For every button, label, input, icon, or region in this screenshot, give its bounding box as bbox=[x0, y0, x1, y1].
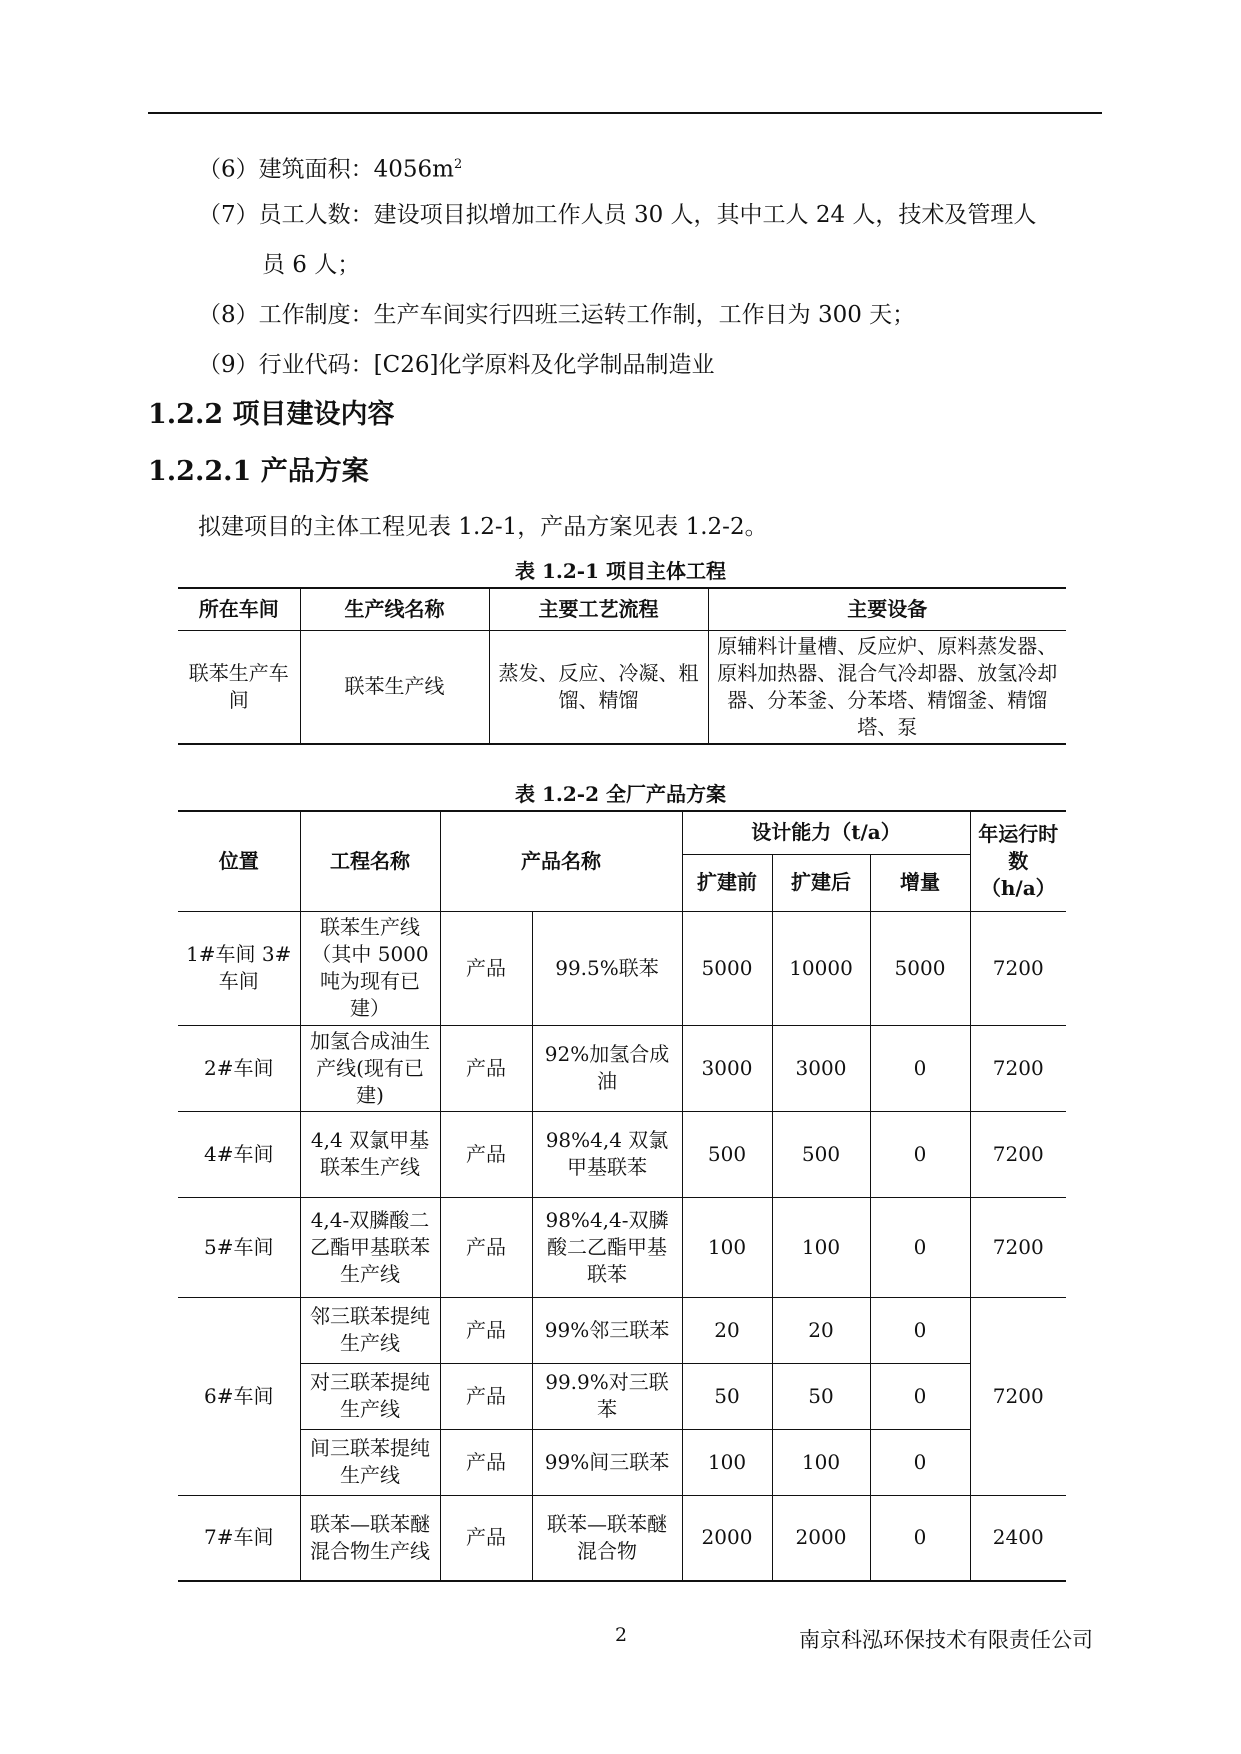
table-row bbox=[178, 1429, 1066, 1495]
hours-cell: 2400 bbox=[970, 1495, 1066, 1581]
header-rule bbox=[148, 112, 1102, 114]
after-cell: 20 bbox=[772, 1297, 870, 1363]
after-cell: 500 bbox=[772, 1111, 870, 1197]
after-cell: 100 bbox=[772, 1429, 870, 1495]
type-cell: 产品 bbox=[440, 1495, 532, 1581]
project-cell: 联苯生产线（其中 5000 吨为现有已建） bbox=[300, 911, 440, 1025]
project-cell: 4,4-双膦酸二乙酯甲基联苯生产线 bbox=[300, 1197, 440, 1297]
page-number: 2 bbox=[615, 1624, 628, 1646]
heading-1-2-2: 1.2.2 项目建设内容 bbox=[148, 399, 395, 430]
increase-cell: 0 bbox=[870, 1429, 970, 1495]
project-cell: 间三联苯提纯生产线 bbox=[300, 1429, 440, 1495]
increase-cell: 0 bbox=[870, 1197, 970, 1297]
project-cell: 加氢合成油生产线(现有已建) bbox=[300, 1025, 440, 1111]
heading-1-2-2-1: 1.2.2.1 产品方案 bbox=[148, 456, 369, 487]
table1-header-workshop: 所在车间 bbox=[178, 588, 300, 630]
product-cell: 99.9%对三联苯 bbox=[532, 1363, 682, 1429]
table2-header-before: 扩建前 bbox=[682, 854, 772, 911]
product-plan-table bbox=[178, 810, 1066, 1582]
table1-header-process: 主要工艺流程 bbox=[489, 588, 708, 630]
product-cell: 99%间三联苯 bbox=[532, 1429, 682, 1495]
position-cell: 4#车间 bbox=[178, 1111, 300, 1197]
before-cell: 3000 bbox=[682, 1025, 772, 1111]
before-cell: 2000 bbox=[682, 1495, 772, 1581]
table-row bbox=[178, 1297, 1066, 1363]
project-cell: 4,4 双氯甲基联苯生产线 bbox=[300, 1111, 440, 1197]
table-row bbox=[178, 1363, 1066, 1429]
increase-cell: 0 bbox=[870, 1025, 970, 1111]
product-cell: 99%邻三联苯 bbox=[532, 1297, 682, 1363]
table1-header-equipment: 主要设备 bbox=[708, 588, 1066, 630]
table1-line-cell: 联苯生产线 bbox=[300, 630, 489, 744]
hours-cell: 7200 bbox=[970, 1111, 1066, 1197]
product-cell: 99.5%联苯 bbox=[532, 911, 682, 1025]
table-row bbox=[178, 1111, 1066, 1197]
position-cell: 5#车间 bbox=[178, 1197, 300, 1297]
type-cell: 产品 bbox=[440, 1297, 532, 1363]
before-cell: 100 bbox=[682, 1197, 772, 1297]
table2-header-after: 扩建后 bbox=[772, 854, 870, 911]
before-cell: 100 bbox=[682, 1429, 772, 1495]
after-cell: 50 bbox=[772, 1363, 870, 1429]
table1-process-cell: 蒸发、反应、冷凝、粗馏、精馏 bbox=[489, 630, 708, 744]
item-6: （6）建筑面积：$4056m^2$ bbox=[198, 156, 463, 183]
before-cell: 50 bbox=[682, 1363, 772, 1429]
table2-header-product: 产品名称 bbox=[440, 811, 682, 911]
product-cell: 98%4,4 双氯甲基联苯 bbox=[532, 1111, 682, 1197]
before-cell: 500 bbox=[682, 1111, 772, 1197]
table2-header-increase: 增量 bbox=[870, 854, 970, 911]
project-cell: 邻三联苯提纯生产线 bbox=[300, 1297, 440, 1363]
hours-cell: 7200 bbox=[970, 1197, 1066, 1297]
item-7-line2: 员 6 人； bbox=[262, 252, 361, 278]
type-cell: 产品 bbox=[440, 1363, 532, 1429]
table1-equipment-cell: 原辅料计量槽、反应炉、原料蒸发器、原料加热器、混合气冷却器、放氢冷却器、分苯釜、分苯塔、精馏釜、精馏塔、泵 bbox=[708, 630, 1066, 744]
table-row bbox=[178, 1495, 1066, 1581]
table2-header-capacity: 设计能力（t/a） bbox=[682, 811, 970, 854]
increase-cell: 0 bbox=[870, 1297, 970, 1363]
position-cell: 1#车间 3#车间 bbox=[178, 911, 300, 1025]
type-cell: 产品 bbox=[440, 1429, 532, 1495]
hours-cell: 7200 bbox=[970, 911, 1066, 1025]
increase-cell: 0 bbox=[870, 1363, 970, 1429]
product-cell: 92%加氢合成油 bbox=[532, 1025, 682, 1111]
table-row bbox=[178, 1025, 1066, 1111]
main-works-table bbox=[178, 587, 1066, 745]
type-cell: 产品 bbox=[440, 1111, 532, 1197]
type-cell: 产品 bbox=[440, 1197, 532, 1297]
position-cell: 6#车间 bbox=[178, 1297, 300, 1495]
type-cell: 产品 bbox=[440, 911, 532, 1025]
before-cell: 5000 bbox=[682, 911, 772, 1025]
table-row bbox=[178, 911, 1066, 1025]
table2-header-project: 工程名称 bbox=[300, 811, 440, 911]
product-cell: 联苯—联苯醚混合物 bbox=[532, 1495, 682, 1581]
position-cell: 7#车间 bbox=[178, 1495, 300, 1581]
table1-header-line: 生产线名称 bbox=[300, 588, 489, 630]
type-cell: 产品 bbox=[440, 1025, 532, 1111]
table1-workshop-cell: 联苯生产车间 bbox=[178, 630, 300, 744]
hours-cell: 7200 bbox=[970, 1297, 1066, 1495]
before-cell: 20 bbox=[682, 1297, 772, 1363]
project-cell: 联苯—联苯醚混合物生产线 bbox=[300, 1495, 440, 1581]
item-7-line1: （7）员工人数：建设项目拟增加工作人员 30 人，其中工人 24 人，技术及管理人 bbox=[198, 202, 1037, 228]
position-cell: 2#车间 bbox=[178, 1025, 300, 1111]
increase-cell: 0 bbox=[870, 1495, 970, 1581]
after-cell: 3000 bbox=[772, 1025, 870, 1111]
item-8: （8）工作制度：生产车间实行四班三运转工作制，工作日为 300 天； bbox=[198, 302, 916, 328]
table1-caption: 表 1.2-1 项目主体工程 bbox=[515, 559, 726, 583]
after-cell: 2000 bbox=[772, 1495, 870, 1581]
increase-cell: 5000 bbox=[870, 911, 970, 1025]
footer-company: 南京科泓环保技术有限责任公司 bbox=[799, 1628, 1093, 1652]
project-cell: 对三联苯提纯生产线 bbox=[300, 1363, 440, 1429]
after-cell: 10000 bbox=[772, 911, 870, 1025]
intro-paragraph: 拟建项目的主体工程见表 1.2-1，产品方案见表 1.2-2。 bbox=[198, 514, 768, 540]
table2-caption: 表 1.2-2 全厂产品方案 bbox=[515, 782, 726, 806]
table2-header-hours: 年运行时数（h/a） bbox=[970, 811, 1066, 911]
item-9: （9）行业代码：[C26]化学原料及化学制品制造业 bbox=[198, 352, 715, 378]
after-cell: 100 bbox=[772, 1197, 870, 1297]
table2-header-position: 位置 bbox=[178, 811, 300, 911]
increase-cell: 0 bbox=[870, 1111, 970, 1197]
product-cell: 98%4,4-双膦酸二乙酯甲基联苯 bbox=[532, 1197, 682, 1297]
hours-cell: 7200 bbox=[970, 1025, 1066, 1111]
table-row bbox=[178, 1197, 1066, 1297]
